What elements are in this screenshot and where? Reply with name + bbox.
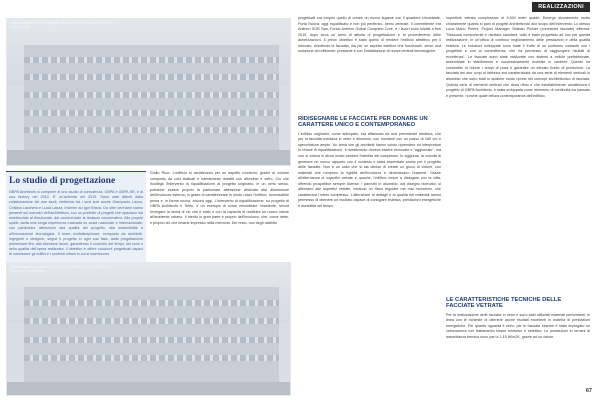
section-tag: REALIZZAZIONI	[532, 2, 590, 12]
column-2-intro: progettuali era proprio quello di creare un nuovo legame con il quartiere circostante, Porta Nuova, oggi riqualificato e non più periferico, bensì centrale. Il committente era Antirion SGR Spa, Fondo Antirion Global Comparto Core, e i lavori sono iniziati a fine 2015, dopo circa un anno di attività di progettazione e di procedimento delle autorizzazioni. Il primo obiettivo è stato quello di rendere l'edificio attrattivo per il mercato, rivedendo la facciata, sia per un aspetto estetico che funzionale, verso una soluzione più efficiente, prestante e con l'installazione di nuove centrali tecnologiche.	[298, 16, 441, 54]
column-2	[298, 16, 441, 388]
sidebar-text: GBPA Architects si compone di uno studio di consulenza, GBPA e GBPA SR, e di una factory nel 2014. E' un'azienda nel 2015. Sono stati attenti dalla collaborazione dei due studi, mettendo tra i suoi soci anche Giampaolo Lanza, Cristina Lacchera e Lucia Lanza, insieme ad Igor Brava. Da oltre vent'anni siamo presenti sul mercato dell'architettura, con un portfolio di progetti che spaziano dal residenziale al direzionale, dal commerciale al restauro conservativo. Alle proprie spalle vanta una lunga esperienza maturata su scala nazionale e internazionale, con particolare attenzione alla qualità del progetto, alla sostenibilità e all'innovazione tecnologica. Il team multidisciplinare, composto da architetti, ingegneri e designer, segue il progetto in ogni sua fase, dalla progettazione preliminare fino alla direzione lavori, garantendo il controllo dei tempi, dei costi e della qualità dell'opera realizzata. L'obiettivo è offrire soluzioni progettuali capaci di valorizzare gli edifici e i contesti urbani in cui si inseriscono.	[9, 190, 143, 257]
page-number: 67	[585, 388, 592, 394]
bottom-photo-caption: Nell'immagine in basso il progetto dell'edificio che si affaccia sul Corso di Porta Nuova	[10, 265, 112, 274]
column-3-body: superficie vetrata complessiva di 8.300 metri quadri. Emerge sicuramente molto chiaramente quanto si parli di progetti architettonici allo scopo dell'intervento. Lo stesso Luca Mario Petrini, Project Manager Stalbau Pichler (contractor facciate) afferma: "Nessuna componente è risultata standard, tutto è stato progettato ad hoc per questa realizzazione, in un'ottica di continuo miglioramento delle prestazioni e della qualità estetica. Le soluzioni sviluppate sono state il frutto di un confronto costante con i progettisti e con la committenza, che ha permesso di raggiungere risultati di eccellenza". Le facciate sono state realizzate con sistemi a cellule prefabbricate, assemblate in stabilimento e successivamente montate in cantiere. Questo ha consentito di ridurre i tempi di posa e garantire un elevato livello di precisione. La facciata dei due corpi di fabbrica era caratterizzata da una serie di elementi verticali in alluminio che sono stati in qualche modo ripresi nel concept architettonico di facciata. Questa serie di elementi verticali che dona ritmo e che inevitabilmente caratterizza il progetto di GBPA Architects, è stata sviluppata come elemento di continuità tra passato e presente, nonché quale lettura contemporanea dell'edificio.	[446, 16, 590, 98]
column-3	[446, 16, 590, 388]
bottom-building-photo	[6, 262, 291, 396]
column-3-heading: LE CARATTERISTICHE TECNICHE DELLE FACCIATE VETRATE	[446, 297, 562, 310]
top-building-photo	[6, 18, 291, 166]
column-2-heading: RIDISEGNARE LE FACCIATE PER DONARE UN CARATTERE UNICO E CONTEMPORANEO	[298, 116, 428, 129]
column-3-tail: Per la realizzazione delle facciate in vetro e sono stati utilizzati materiali performanti, in linea con le richieste di ottenere anche risultati eccellenti in materia di prestazioni energetiche. Per quanto riguarda il vetro, per le facciate esterne è stato impiegato un vetrocamera con trattamento basso emissivo e selettivo. Le prestazioni in termini di trasmittanza termica sono pari a 1,15 W/m2K, grazie ad un valore	[446, 312, 590, 339]
column-2-body: L'edificio originario, come anticipato, era affiancato da una precedente struttura, che per la facciata mediava in vetro e alluminio, con montanti con un passo di 180 cm e specchiature ampie. Un tema che gli architetti hanno voluto riprendere ed interpretare in chiave di riqualificazione. Il rivestimento doveva essere rinnovato e "aggiornato", ma non si voleva in alcun modo perdere l'identità del complesso. In aggiunta, la volontà di generare un nuovo rapporto con il contesto e stata essenziale anche per il progetto delle facciate. Non è un caso che si sia deciso di creare un gioco di volumi, con materiali che rompono la rigidità dell'involucro e dinamizzano l'insieme. Grazie all'alternanza di superfici vetrate e opache, l'edificio riesce a dialogare con la città, offrendo prospettive sempre diverse. I pannelli in alluminio, dal disegno ricercato, si alternano alle superfici vetrate, creando un ritmo regolare ma mai monotono, che caratterizza l'intero complesso. L'attenzione ai dettagli e la qualità dei materiali hanno permesso di ottenere un risultato capace di coniugare estetica, prestazioni energetiche e durabilità nel tempo.	[298, 131, 441, 208]
column-1-text: Giulio Ricci. L'edificio si caratterizza per un aspetto moderno, grazie al volume composto da cubi staticati e interamente rivestiti con alluminio e vetro. Ciò che ricollega l'intervento di riqualificazione al progetto originario, in un certo senso, potrebbe essere proprio la particolare attenzione dedicata alla dimensione dell'involucro esterno, in grado di caratterizzare in modo unico l'edificio, riconoscibile prima e, in forma nuova, ancora oggi. L'intervento di riqualificazione, su progetto di GBPA Architects e Tetris, è un esempio di come rimodellare l'esistente, senza rinnegare la storia di ciò che è stato e con la capacità di restituire un nuovo valore all'ambiente urbano. Il merito in gran parte è proprio dell'involucro, che, come detto, è proprio ciò che rimane impresso nella memoria. Del resto, uno degli obiettivi	[150, 171, 289, 225]
top-photo-caption: Nell'immagine in alto il progetto dell'edificio che si affaccia su Via Pietro Rossi	[10, 21, 113, 30]
sidebar-title: Lo studio di progettazione	[9, 176, 116, 186]
